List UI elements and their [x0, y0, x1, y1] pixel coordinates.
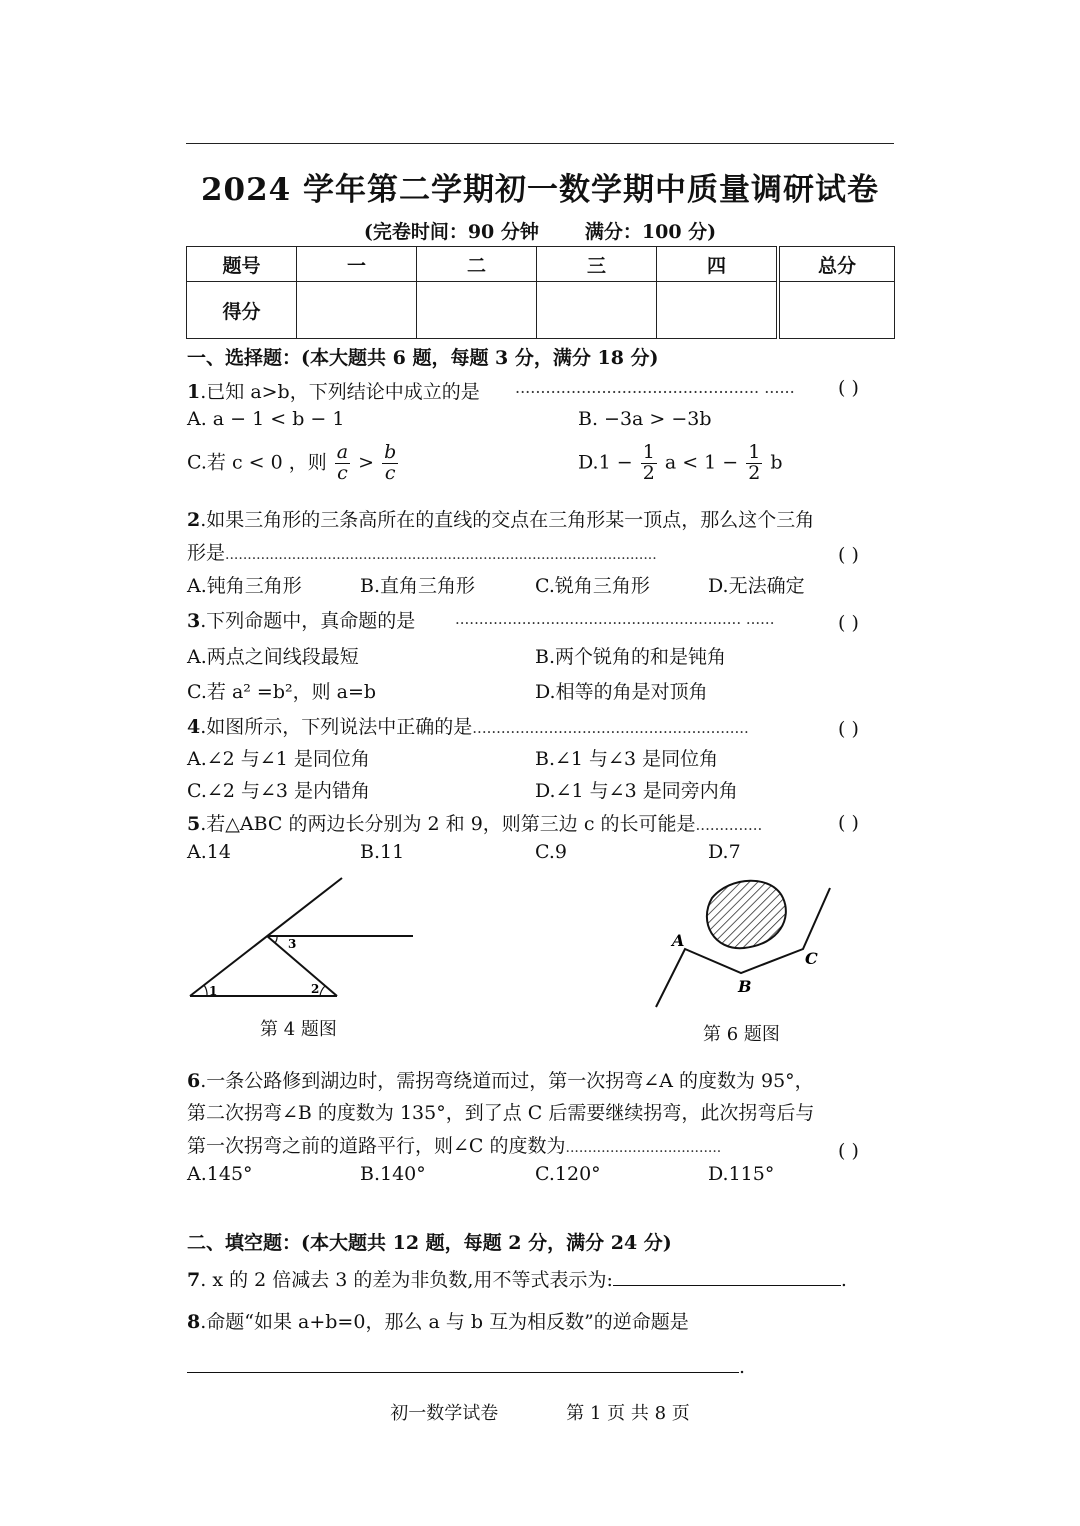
question-6-line3 [187, 1131, 721, 1158]
figure-4-diagram [180, 872, 430, 1007]
question-text: .下列命题中，真命题的是 [200, 610, 416, 632]
score-header-cell: 题号 [187, 247, 297, 282]
answer-blank[interactable] [187, 1352, 739, 1373]
angle-label: 2 [311, 982, 320, 996]
question-text: .如果三角形的三条高所在的直线的交点在三角形某一顶点，那么这个三角 [200, 509, 815, 531]
option-middle: a < 1 − [664, 451, 739, 474]
question-number: 1 [187, 381, 201, 403]
numerator: 1 [748, 441, 761, 463]
question-number: 8 [187, 1311, 201, 1333]
option-a: A. a − 1 < b − 1 [187, 408, 345, 430]
page-footer [0, 1399, 1080, 1425]
answer-parentheses[interactable]: ( ) [838, 612, 859, 634]
option-b: B.11 [360, 841, 405, 863]
score-cell[interactable] [417, 282, 537, 339]
side-line [267, 936, 337, 996]
question-text: .如图所示，下列说法中正确的是 [200, 716, 473, 738]
question-number: 6 [187, 1070, 201, 1092]
question-1 [187, 377, 480, 404]
question-6-line2: 第二次拐弯∠B 的度数为 135°，到了点 C 后需要继续拐弯，此次拐弯后与 [187, 1102, 815, 1124]
numerator: a [336, 441, 349, 463]
leader-dots: ............................................................ ...... [455, 610, 775, 628]
denominator: c [384, 461, 396, 484]
question-text: .命题“如果 a+b=0，那么 a 与 b 互为相反数”的逆命题是 [200, 1311, 689, 1333]
question-end: . [840, 1269, 847, 1291]
question-number: 2 [187, 509, 201, 531]
section-heading: 二、填空题：(本大题共 12 题，每题 2 分，满分 24 分) [187, 1232, 672, 1254]
leader-dots: ................................................ ...... [515, 378, 795, 397]
footer-subject: 初一数学试卷 [390, 1403, 499, 1424]
denominator: c [337, 461, 348, 484]
option-d [578, 443, 783, 484]
denominator: 2 [748, 461, 761, 484]
answer-parentheses[interactable]: ( ) [838, 377, 859, 399]
question-text: .已知 a>b，下列结论中成立的是 [200, 381, 480, 403]
question-text: .若△ABC 的两边长分别为 2 和 9，则第三边 c 的长可能是 [200, 813, 696, 835]
option-prefix: C.若 c < 0 ，则 [187, 451, 327, 474]
page-title: 2024 学年第二学期初一数学期中质量调研试卷 [200, 172, 880, 208]
score-table [186, 246, 895, 339]
score-header-cell: 一 [297, 247, 417, 282]
option-c: C.∠2 与∠3 是内错角 [187, 780, 370, 802]
option-b: B. −3a > −3b [578, 408, 712, 430]
option-d: D.7 [708, 841, 741, 863]
question-end: . [739, 1356, 746, 1378]
full-score: 满分：100 分) [584, 221, 717, 243]
question-6 [187, 1066, 814, 1093]
exam-info [0, 217, 1080, 244]
option-d: D.∠1 与∠3 是同旁内角 [535, 780, 738, 802]
score-header-cell: 总分 [778, 247, 895, 282]
fraction [641, 443, 657, 484]
figure-4-caption: 第 4 题图 [260, 1019, 337, 1040]
option-d: D.无法确定 [708, 575, 805, 597]
question-text: 第一次拐弯之前的道路平行，则∠C 的度数为 [187, 1135, 566, 1157]
figure-6-diagram [640, 872, 850, 1012]
answer-parentheses[interactable]: ( ) [838, 1140, 859, 1162]
score-cell[interactable] [778, 282, 895, 339]
figure-6-caption: 第 6 题图 [703, 1024, 780, 1045]
score-header-cell: 三 [537, 247, 657, 282]
option-a: A.∠2 与∠1 是同位角 [187, 748, 370, 770]
answer-parentheses[interactable]: ( ) [838, 812, 859, 834]
numerator: 1 [642, 441, 655, 463]
question-8-answer-line [187, 1352, 745, 1378]
leader-dots: ................................... [565, 1140, 722, 1156]
angle-label: 3 [288, 937, 297, 951]
option-c: C.锐角三角形 [535, 575, 650, 597]
question-number: 5 [187, 813, 201, 835]
question-7 [187, 1265, 847, 1292]
option-prefix: D.1 − [578, 451, 633, 474]
angle-2-arc [320, 986, 325, 996]
option-c: C.若 a² =b²，则 a=b [187, 681, 377, 703]
time-limit: (完卷时间：90 分钟 [363, 221, 539, 243]
section-heading: 一、选择题：(本大题共 6 题，每题 3 分，满分 18 分) [187, 347, 659, 369]
fraction [746, 443, 762, 484]
question-text: 形是 [187, 542, 226, 564]
answer-parentheses[interactable]: ( ) [838, 718, 859, 740]
fraction [382, 443, 398, 484]
point-label-a: A [672, 931, 685, 950]
question-number: 4 [187, 716, 201, 738]
question-8 [187, 1307, 689, 1334]
score-cell[interactable] [657, 282, 779, 339]
option-d: D.相等的角是对顶角 [535, 681, 708, 703]
option-b: B.140° [360, 1163, 426, 1185]
point-label-c: C [805, 949, 818, 968]
angle-label: 1 [209, 984, 218, 998]
option-c [187, 443, 400, 484]
option-c: C.120° [535, 1163, 601, 1185]
fraction [335, 443, 350, 484]
leader-dots: .............. [695, 816, 763, 834]
option-end: b [770, 451, 783, 474]
leader-dots: .......................................................... [472, 719, 749, 737]
score-cell[interactable] [297, 282, 417, 339]
question-5 [187, 809, 762, 836]
question-number: 3 [187, 610, 201, 632]
score-row-label: 得分 [187, 282, 297, 339]
question-text: . x 的 2 倍减去 3 的差为非负数,用不等式表示为: [200, 1269, 613, 1291]
numerator: b [384, 441, 397, 463]
question-2 [187, 505, 814, 532]
point-label-b: B [738, 977, 752, 996]
answer-parentheses[interactable]: ( ) [838, 544, 859, 566]
denominator: 2 [642, 461, 655, 484]
angle-3-arc [275, 936, 277, 943]
question-number: 7 [187, 1269, 201, 1291]
question-4 [187, 712, 749, 739]
top-rule [186, 143, 894, 144]
question-text: .一条公路修到湖边时，需拐弯绕道而过，第一次拐弯∠A 的度数为 95°， [200, 1070, 814, 1092]
option-d: D.115° [708, 1163, 775, 1185]
footer-page-number: 第 1 页 共 8 页 [566, 1403, 690, 1424]
option-b: B.两个锐角的和是钝角 [535, 646, 727, 668]
score-header-cell: 四 [657, 247, 779, 282]
option-a: A.钝角三角形 [187, 575, 302, 597]
angle-1-arc [204, 985, 207, 996]
question-3 [187, 606, 415, 633]
question-2-line2 [187, 538, 657, 565]
leader-dots: ................................................................................................. [225, 547, 657, 563]
option-a: A.两点之间线段最短 [187, 646, 359, 668]
option-a: A.14 [187, 841, 231, 863]
answer-blank[interactable] [613, 1266, 841, 1286]
option-a: A.145° [187, 1163, 253, 1185]
lake-shape [707, 881, 786, 948]
operator: > [358, 451, 375, 474]
score-header-cell: 二 [417, 247, 537, 282]
score-cell[interactable] [537, 282, 657, 339]
option-c: C.9 [535, 841, 567, 863]
option-b: B.直角三角形 [360, 575, 476, 597]
option-b: B.∠1 与∠3 是同位角 [535, 748, 719, 770]
